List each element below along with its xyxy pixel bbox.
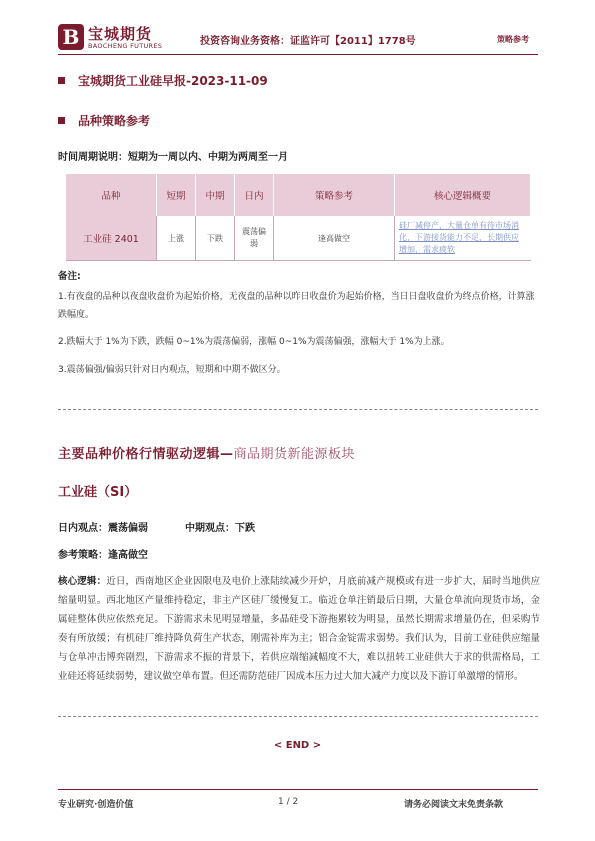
core-logic-label: 核心逻辑： <box>58 576 107 587</box>
cell-mid: 下跌 <box>196 216 235 261</box>
cell-strategy: 逢高做空 <box>274 216 395 261</box>
company-name-en: BAOCHENG FUTURES <box>88 42 163 50</box>
main-logic-title-text: 主要品种价格行情驱动逻辑— <box>58 447 234 462</box>
disclaimer-note: 请务必阅读文末免责条款 <box>404 800 504 810</box>
dashed-divider <box>58 716 538 717</box>
col-header-intraday: 日内 <box>235 174 274 216</box>
end-marker: < END > <box>273 740 322 751</box>
bullet-square-icon <box>58 77 65 84</box>
table-header-row <box>66 174 531 216</box>
period-note: 时间周期说明：短期为一周以内、中期为两周至一月 <box>58 152 288 163</box>
commodity-title: 工业硅（SI） <box>58 485 138 500</box>
main-logic-subtitle: 商品期货新能源板块 <box>233 447 356 462</box>
notes-title: 备注: <box>58 271 81 282</box>
note-item-1: 1.有夜盘的品种以夜盘收盘价为起始价格，无夜盘的品种以昨日收盘价为起始价格，当日日盘收盘价为终点价格，计算涨跌幅度。 <box>58 292 535 320</box>
cell-intraday <box>235 216 274 261</box>
cell-variety: 工业硅 2401 <box>66 216 157 261</box>
report-title: 宝城期货工业硅早报-2023-11-09 <box>78 74 268 88</box>
header-divider <box>58 54 538 55</box>
note-item-3: 3.震荡偏强/偏弱只针对日内观点，短期和中期不做区分。 <box>58 365 286 375</box>
ref-strategy-line <box>58 546 148 561</box>
strategy-section-title: 品种策略参考 <box>78 114 151 128</box>
mid-view-label: 中期观点： <box>184 523 235 534</box>
views-line <box>58 519 255 534</box>
license-text: 投资咨询业务资格：证监许可【2011】1778号 <box>200 36 416 47</box>
col-header-short: 短期 <box>157 174 196 216</box>
page-number: 1 / 2 <box>278 797 299 807</box>
company-logo-icon: B <box>58 24 84 50</box>
intraday-view-label: 日内观点： <box>58 523 108 534</box>
col-header-logic: 核心逻辑概要 <box>395 174 531 216</box>
core-logic-paragraph <box>58 572 540 686</box>
table-row <box>66 216 531 261</box>
dashed-divider <box>58 409 538 410</box>
company-name-cn: 宝城期货 <box>88 25 153 43</box>
col-header-mid: 中期 <box>196 174 235 216</box>
bullet-square-icon <box>58 117 65 124</box>
ref-strategy-value: 逢高做空 <box>108 550 148 561</box>
category-label: 策略参考 <box>497 35 529 44</box>
cell-short: 上涨 <box>157 216 196 261</box>
cell-logic: 硅厂减停产，大量仓单有待市场消化，下游接货能力不足，长期供应增加，需求疲软 <box>395 216 531 261</box>
mid-view-value: 下跌 <box>234 523 255 534</box>
strategy-table <box>66 174 531 261</box>
footer-slogan: 专业研究·创造价值 <box>58 800 134 810</box>
main-logic-title <box>58 443 355 462</box>
ref-strategy-label: 参考策略： <box>58 550 108 561</box>
cell-intraday-text: 震荡偏弱 <box>242 227 266 248</box>
col-header-variety: 品种 <box>66 174 157 216</box>
col-header-strategy: 策略参考 <box>274 174 395 216</box>
footer-divider <box>58 789 538 790</box>
intraday-view-value: 震荡偏弱 <box>108 523 148 534</box>
core-logic-text: 近日，西南地区企业因限电及电价上涨陆续减少开炉，月底前减产规模或有进一步扩大，届时当地供应缩量明显。西北地区产量维持稳定，非主产区硅厂缓慢复工。临近仓单注销最后日期，大量仓单流向现货市场，金属硅整体供应依然充足。下游需求未见明显增量，多晶硅受下游拖累较为明显，虽然长期需求增量仍在，但采购节奏有所放缓；有机硅厂维持降负荷生产状态，刚需补库为主；铝合金锭需求弱势。我们认为，目前工业硅供应缩量与仓单冲击博弈剧烈，下游需求不振的背景下，若供应端缩减幅度不大，难以扭转工业硅供大于求的供需格局，工业硅还将延续弱势，建议做空单布置。但还需防范硅厂因成本压力过大加大减产力度以及下游订单激增的情形。 <box>58 576 540 682</box>
note-item-2: 2.跌幅大于 1%为下跌，跌幅 0~1%为震荡偏弱，涨幅 0~1%为震荡偏强，涨幅大于 1%为上涨。 <box>58 337 450 347</box>
